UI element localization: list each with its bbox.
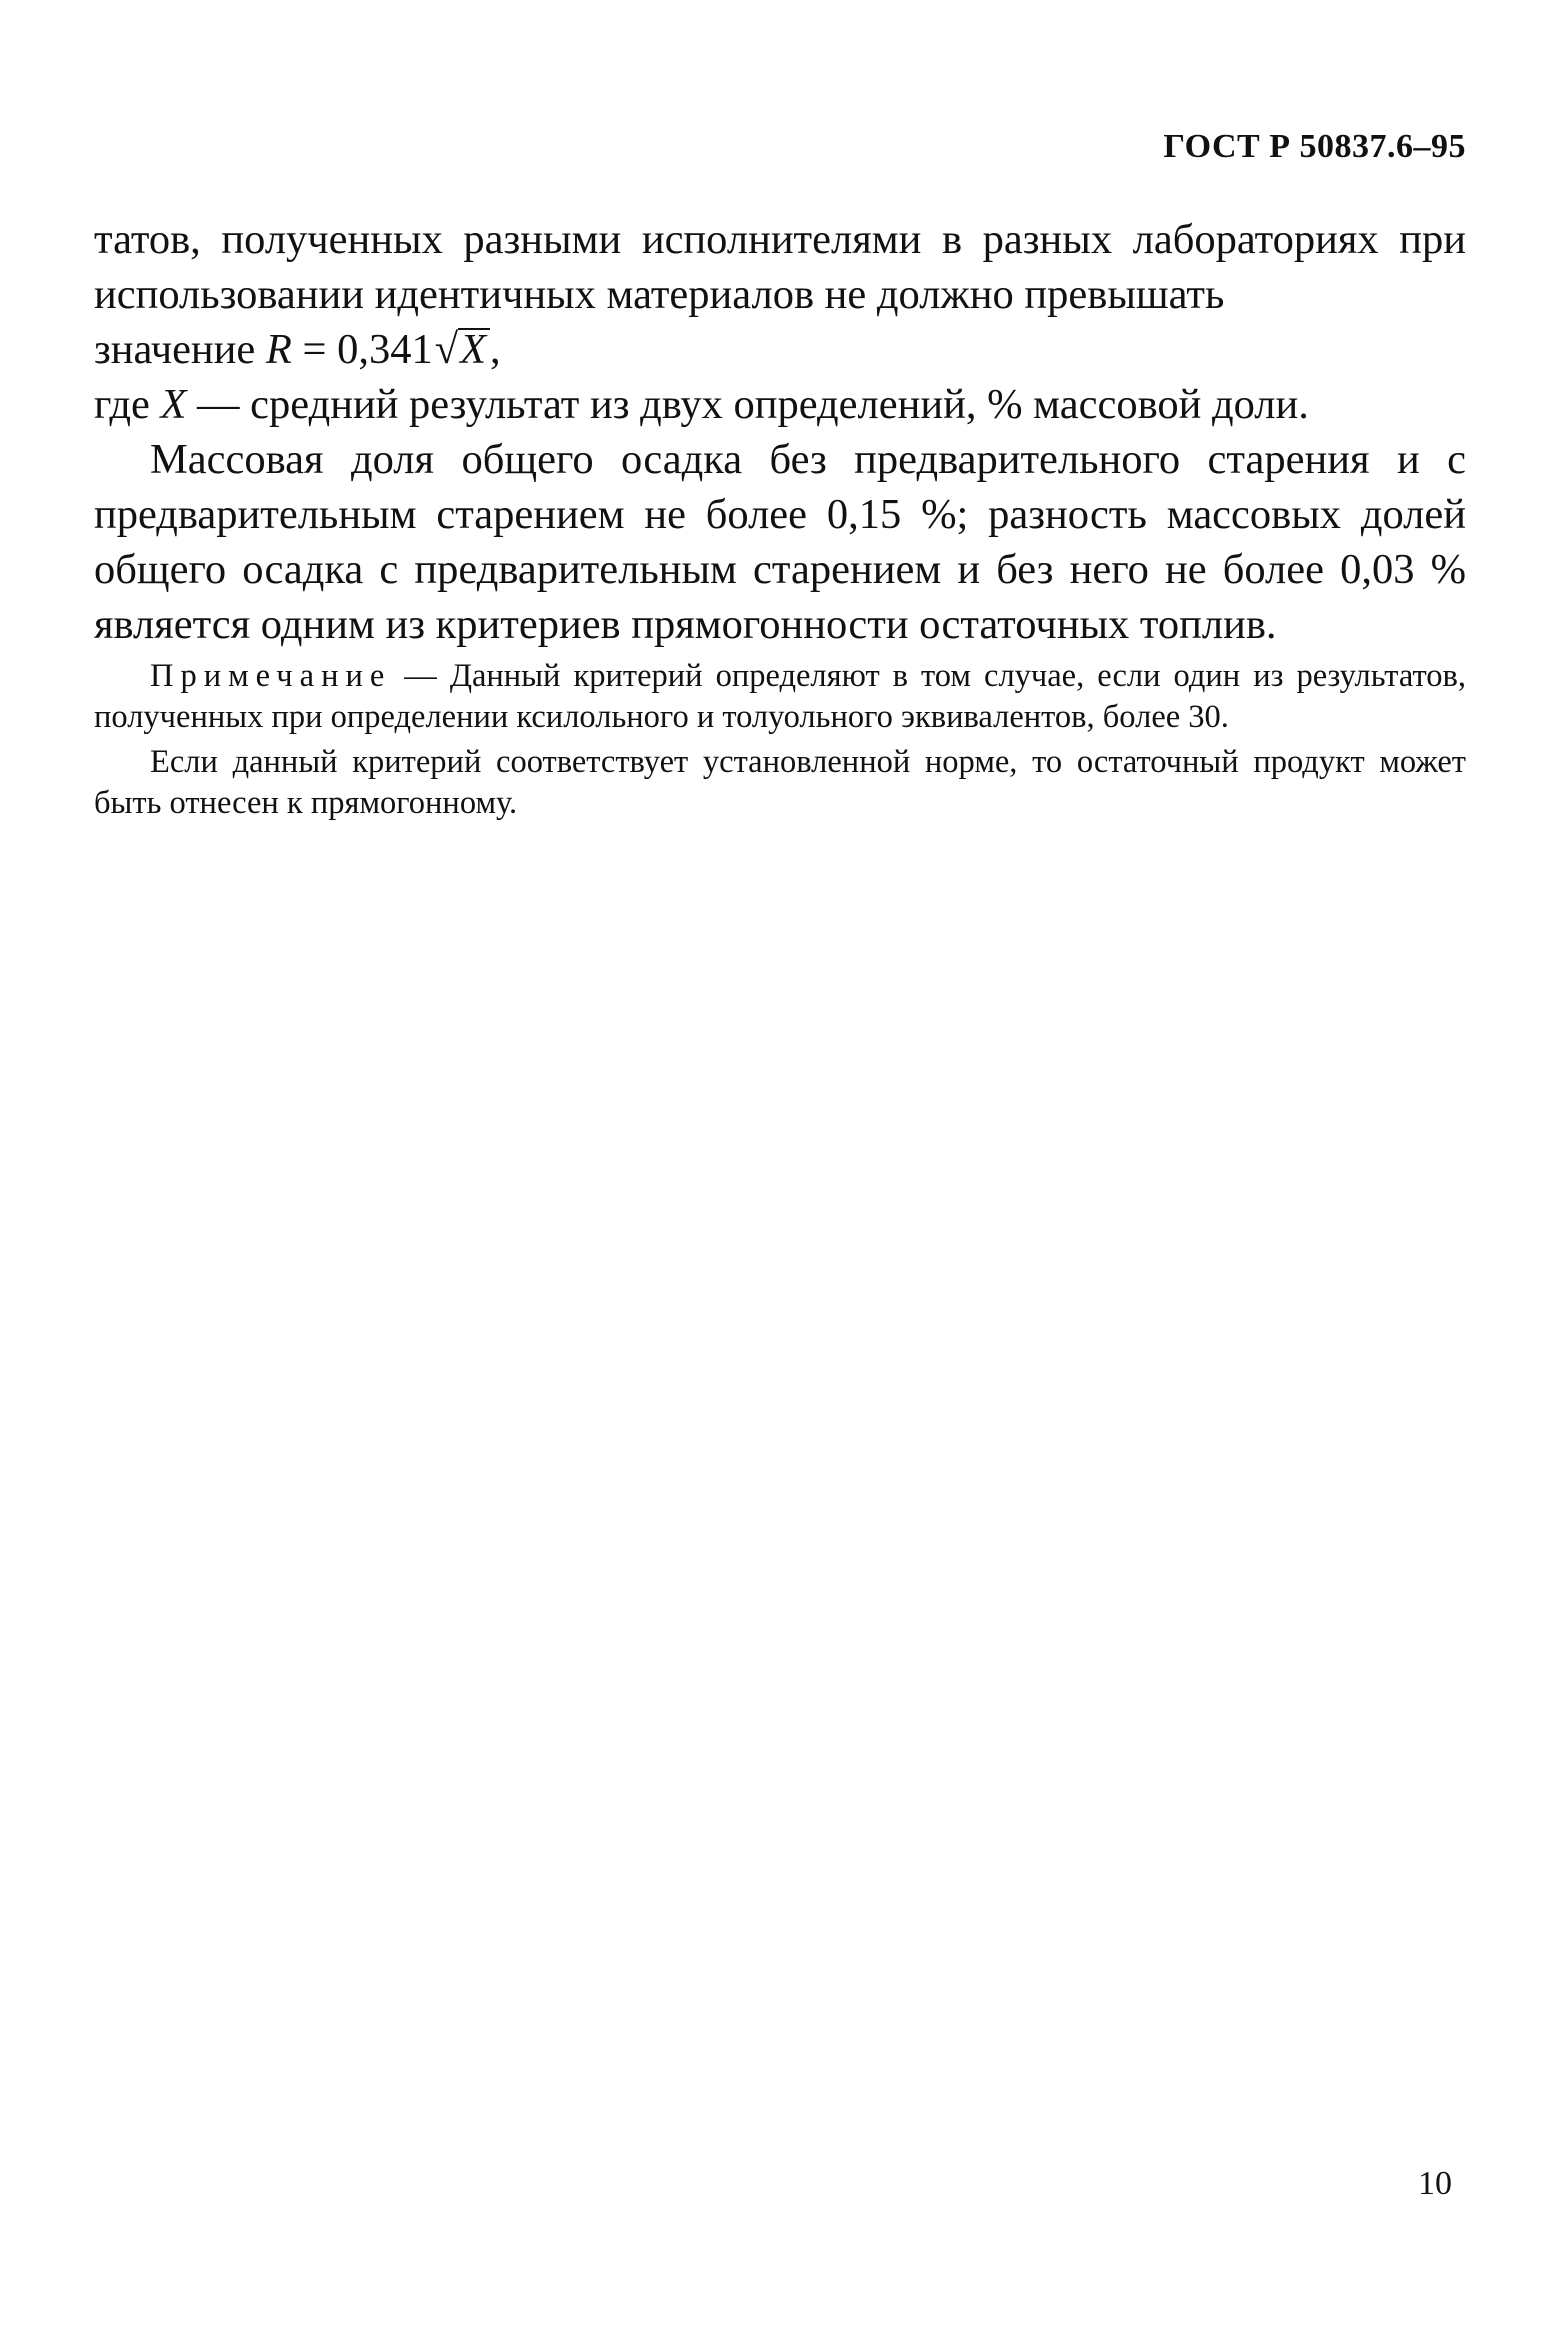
document-header: ГОСТ Р 50837.6–95: [1163, 128, 1466, 165]
formula-radicand: X: [458, 328, 490, 370]
sqrt-symbol: √: [434, 326, 459, 373]
definition-prefix: где: [94, 381, 161, 428]
paragraph-criterion: Если данный критерий соответствует установленной норме, то остаточный продукт может быть отнесен к прямогонному.: [94, 744, 1466, 821]
formula-suffix: ,: [490, 326, 501, 373]
variable-definition: [94, 377, 1466, 432]
formula-equals: = 0,341: [291, 326, 433, 373]
note-paragraph: [94, 656, 1466, 738]
formula-line: [94, 322, 1466, 377]
definition-text: — средний результат из двух определений, % массовой доли.: [186, 381, 1309, 428]
page-number: 10: [1418, 2165, 1452, 2202]
sqrt-expression: [433, 322, 490, 377]
note-label: Примечание: [150, 658, 392, 694]
paragraph-continuation: татов, полученных разными исполнителями в разных лабораториях при использовании идентичных материалов не должно превышать: [94, 216, 1466, 318]
note-text: — Данный критерий определяют в том случае, если один из результатов, полученных при определении ксилольного и толуольного эквивалентов, более 30.: [94, 658, 1466, 735]
definition-variable-x: X: [160, 381, 187, 428]
formula-variable-r: R: [265, 326, 292, 373]
formula-prefix: значение: [94, 326, 266, 373]
paragraph-sediment: Массовая доля общего осадка без предварительного старения и с предварительным старением не более 0,15 %; разность массовых долей общего осадка с предварительным старением и без него не более 0,03 % является одним из критериев прямогонности остаточных топлив.: [94, 436, 1466, 648]
document-body: [94, 212, 1466, 824]
